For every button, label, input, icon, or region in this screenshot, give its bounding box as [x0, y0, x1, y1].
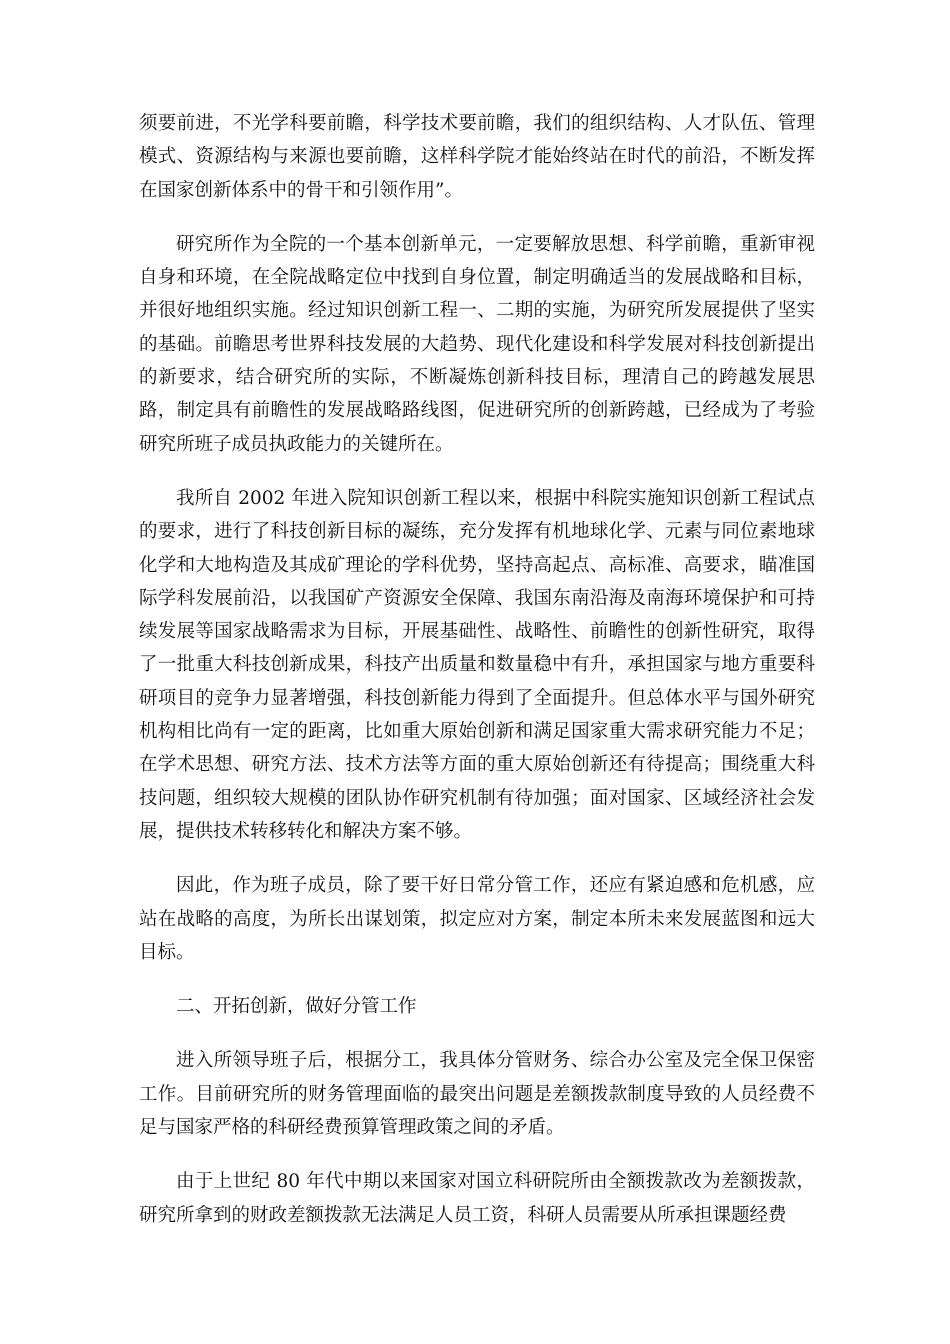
paragraph-continuation: 须要前进，不光学科要前瞻，科学技术要前瞻，我们的组织结构、人才队伍、管理模式、资源结构与来源也要前瞻，这样科学院才能始终站在时代的前沿，不断发挥在国家创新体系中的骨干和引领作用”。: [139, 113, 815, 201]
paragraph-research-institute-role: 研究所作为全院的一个基本创新单元，一定要解放思想、科学前瞻，重新审视自身和环境，在全院战略定位中找到自身位置，制定明确适当的发展战略和目标，并很好地组织实施。经过知识创新工程一、二期的实施，为研究所发展提供了坚实的基础。前瞻思考世界科技发展的大趋势、现代化建设和科学发展对科技创新提出的新要求，结合研究所的实际，不断凝炼创新科技目标，理清自己的跨越发展思路，制定具有前瞻性的发展战略路线图，促进研究所的创新跨越，已经成为了考验研究所班子成员执政能力的关键所在。: [139, 233, 815, 455]
paragraph-funding-background: 由于上世纪 80 年代中期以来国家对国立科研院所由全额拨款改为差额拨款，研究所拿到的财政差额拨款无法满足人员工资，科研人员需要从所承担课题经费: [139, 1171, 815, 1226]
paragraph-responsibilities: 进入所领导班子后，根据分工，我具体分管财务、综合办公室及完全保卫保密工作。目前研究所的财务管理面临的最突出问题是差额拨款制度导致的人员经费不足与国家严格的科研经费预算管理政策之间的矛盾。: [139, 1050, 815, 1139]
section-heading: 二、开拓创新，做好分管工作: [176, 996, 417, 1018]
document-body: [139, 107, 815, 1253]
paragraph-team-member-duty: 因此，作为班子成员，除了要干好日常分管工作，还应有紧迫感和危机感，应站在战略的高度，为所长出谋划策，拟定应对方案，制定本所未来发展蓝图和远大目标。: [139, 875, 815, 963]
paragraph-institute-progress: 我所自 2002 年进入院知识创新工程以来，根据中科院实施知识创新工程试点的要求，进行了科技创新目标的凝练，充分发挥有机地球化学、元素与同位素地球化学和大地构造及其成矿理论的学科优势，坚持高起点、高标准、高要求，瞄准国际学科发展前沿，以我国矿产资源安全保障、我国东南沿海及南海环境保护和可持续发展等国家战略需求为目标，开展基础性、战略性、前瞻性的创新性研究，取得了一批重大科技创新成果，科技产出质量和数量稳中有升，承担国家与地方重要科研项目的竞争力显著增强，科技创新能力得到了全面提升。但总体水平与国外研究机构相比尚有一定的距离，比如重大原始创新和满足国家重大需求研究能力不足；在学术思想、研究方法、技术方法等方面的重大原始创新还有待提高；围绕重大科技问题，组织较大规模的团队协作研究机制有待加强；面对国家、区域经济社会发展，提供技术转移转化和解决方案不够。: [139, 487, 815, 842]
